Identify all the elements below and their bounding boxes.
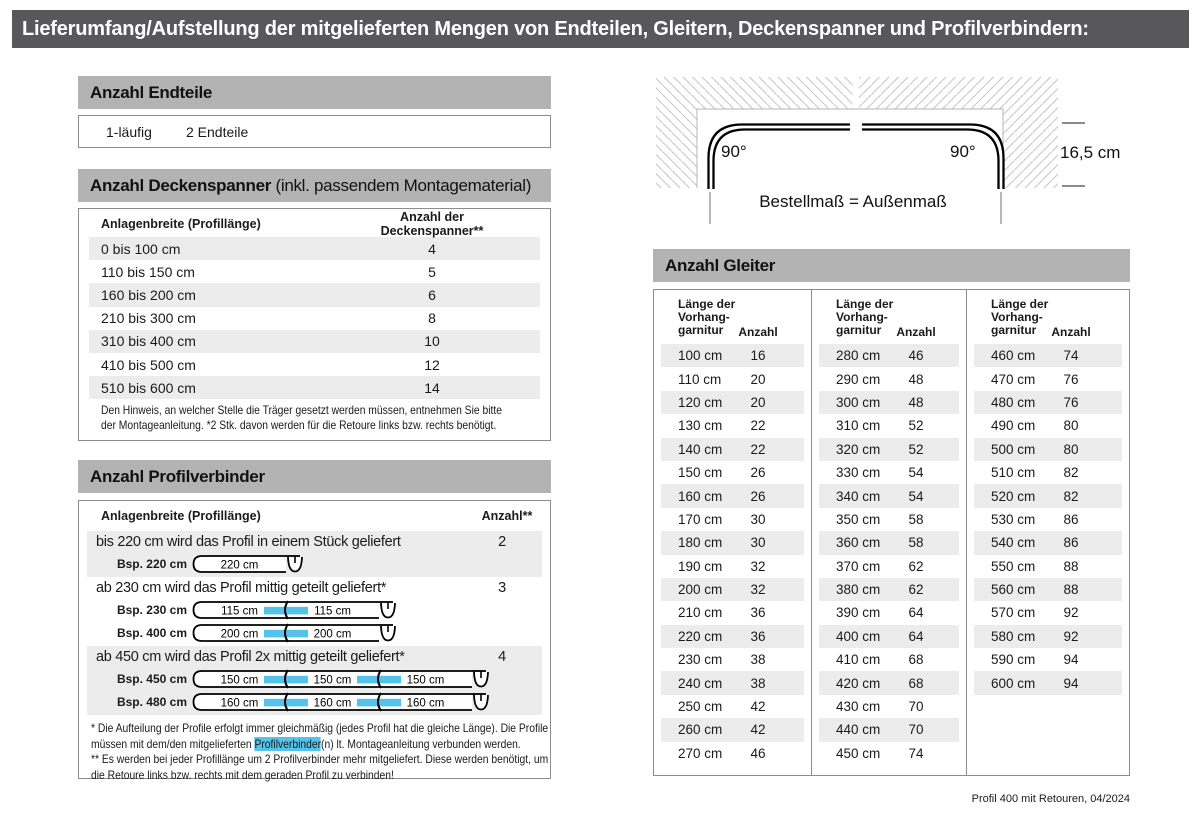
length-cell: 430 cm xyxy=(836,699,881,715)
gleiter-table xyxy=(653,289,1130,776)
count-cell: 42 xyxy=(750,722,766,738)
count-cell: 36 xyxy=(750,605,766,621)
length-cell: 300 cm xyxy=(836,394,881,410)
gleiter-column xyxy=(966,290,1129,775)
segment-length-label: 160 cm xyxy=(313,697,352,709)
gleiter-row xyxy=(974,367,1122,390)
gleiter-row xyxy=(661,578,804,601)
gleiter-row xyxy=(974,484,1122,507)
gleiter-row xyxy=(974,391,1122,414)
segment-length-label: 150 cm xyxy=(220,674,259,686)
profile-diagram xyxy=(191,600,399,621)
count-cell: 80 xyxy=(1063,441,1079,457)
note-line: der Montageanleitung. *2 Stk. davon werden für die Retoure links bzw. rechts benötigt. xyxy=(101,418,497,433)
count-cell: 62 xyxy=(908,558,924,574)
anzahl-header: Anzahl xyxy=(738,325,778,339)
length-cell: 590 cm xyxy=(991,652,1036,668)
gleiter-row xyxy=(819,391,959,414)
gleiter-row xyxy=(819,625,959,648)
profile-diagram xyxy=(191,669,492,690)
example-label: Bsp. 400 cm xyxy=(116,626,187,640)
length-cell: 470 cm xyxy=(991,371,1036,387)
gleiter-row xyxy=(661,344,804,367)
anzahl-header: Anzahl xyxy=(896,325,936,339)
length-cell: 360 cm xyxy=(836,535,881,551)
count-cell: 92 xyxy=(1063,628,1079,644)
length-cell: 540 cm xyxy=(991,535,1036,551)
count-cell: 82 xyxy=(1063,465,1079,481)
segment-length-label: 200 cm xyxy=(313,628,352,640)
range-cell: 210 bis 300 cm xyxy=(101,310,196,327)
length-cell: 320 cm xyxy=(836,441,881,457)
row-text-line xyxy=(87,648,542,666)
length-cell: 160 cm xyxy=(678,488,723,504)
length-header: Länge der Vorhang- garnitur xyxy=(678,297,736,337)
segment-length-label: 220 cm xyxy=(220,559,259,571)
section-header-rest: (inkl. passendem Montagematerial) xyxy=(271,176,532,195)
gleiter-row xyxy=(819,695,959,718)
length-cell: 200 cm xyxy=(678,582,723,598)
length-cell: 150 cm xyxy=(678,465,723,481)
length-cell: 190 cm xyxy=(678,558,723,574)
footnote-text: (n) lt. Montageanleitung verbunden werden. xyxy=(321,736,521,751)
length-cell: 100 cm xyxy=(678,348,723,364)
gleiter-row xyxy=(661,461,804,484)
length-cell: 530 cm xyxy=(991,511,1036,527)
count-cell: 36 xyxy=(750,628,766,644)
gleiter-columns xyxy=(654,290,1129,775)
length-cell: 500 cm xyxy=(991,441,1036,457)
profile-example xyxy=(87,623,542,643)
endteile-row-label: 1-läufig xyxy=(106,123,152,140)
profile-example xyxy=(87,554,542,574)
length-cell: 570 cm xyxy=(991,605,1036,621)
count-cell: 92 xyxy=(1063,605,1079,621)
gleiter-row xyxy=(661,438,804,461)
count-cell: 14 xyxy=(424,379,440,396)
count-cell: 6 xyxy=(428,286,436,303)
length-cell: 350 cm xyxy=(836,511,881,527)
count-cell: 22 xyxy=(750,441,766,457)
segment-length-label: 115 cm xyxy=(221,605,258,617)
length-cell: 510 cm xyxy=(991,465,1036,481)
range-cell: 160 bis 200 cm xyxy=(101,286,196,303)
length-cell: 120 cm xyxy=(678,394,723,410)
mounting-diagram xyxy=(653,66,1130,236)
gleiter-row xyxy=(974,625,1122,648)
document-footer: Profil 400 mit Retouren, 04/2024 xyxy=(971,793,1130,805)
count-cell: 62 xyxy=(908,582,924,598)
length-cell: 260 cm xyxy=(678,722,723,738)
profilverbinder-row xyxy=(87,646,542,715)
deckenspanner-row xyxy=(89,260,540,283)
length-cell: 420 cm xyxy=(836,675,881,691)
gleiter-column-header xyxy=(812,290,966,344)
gleiter-row xyxy=(819,414,959,437)
segment-length-label: 160 cm xyxy=(220,697,259,709)
length-cell: 390 cm xyxy=(836,605,881,621)
count-cell: 86 xyxy=(1063,535,1079,551)
order-measure-caption: Bestellmaß = Außenmaß xyxy=(759,192,947,211)
length-cell: 440 cm xyxy=(836,722,881,738)
length-cell: 410 cm xyxy=(836,652,881,668)
length-cell: 380 cm xyxy=(836,582,881,598)
range-cell: 510 bis 600 cm xyxy=(101,379,196,396)
gleiter-row xyxy=(661,484,804,507)
length-cell: 370 cm xyxy=(836,558,881,574)
count-cell: 54 xyxy=(908,488,924,504)
gleiter-row xyxy=(661,648,804,671)
count-cell: 64 xyxy=(908,605,924,621)
count-cell: 30 xyxy=(750,535,766,551)
count-cell: 38 xyxy=(750,652,766,668)
count-cell: 12 xyxy=(424,356,440,373)
footnote-line: * Die Aufteilung der Profile erfolgt immer gleichmäßig (jedes Profil hat die gleiche Länge). Die Profile xyxy=(91,721,549,735)
footnote-line xyxy=(91,737,521,753)
count-cell: 74 xyxy=(908,745,924,761)
gleiter-row xyxy=(974,648,1122,671)
count-cell: 70 xyxy=(908,722,924,738)
deckenspanner-row xyxy=(89,376,540,399)
length-cell: 560 cm xyxy=(991,582,1036,598)
column-header-breite: Anlagenbreite (Profillänge) xyxy=(101,509,261,523)
gleiter-row xyxy=(661,531,804,554)
gleiter-row xyxy=(661,391,804,414)
rule-text: ab 230 cm wird das Profil mittig geteilt geliefert* xyxy=(96,580,387,596)
gleiter-row xyxy=(819,531,959,554)
profile-diagram xyxy=(191,623,399,644)
length-header: Länge der Vorhang- garnitur xyxy=(991,297,1049,337)
gleiter-row xyxy=(974,601,1122,624)
length-cell: 110 cm xyxy=(678,371,722,387)
wall-hatch-right xyxy=(1003,109,1058,188)
example-label: Bsp. 480 cm xyxy=(116,695,187,709)
gleiter-row xyxy=(661,718,804,741)
wall-hatch-top-right xyxy=(859,77,1058,109)
profilverbinder-row xyxy=(87,531,542,577)
count-cell: 58 xyxy=(908,535,924,551)
row-text-line xyxy=(87,533,542,551)
profile-diagram xyxy=(191,692,492,713)
example-label: Bsp. 230 cm xyxy=(116,603,187,617)
section-header-bold: Anzahl Deckenspanner xyxy=(90,176,272,195)
gleiter-row xyxy=(661,601,804,624)
page-title: Lieferumfang/Aufstellung der mitgelieferten Mengen von Endteilen, Gleitern, Deckenspanner und Profilverbindern: xyxy=(12,10,1189,48)
count-cell: 16 xyxy=(750,348,766,364)
gleiter-row xyxy=(661,625,804,648)
section-header-profilverbinder: Anzahl Profilverbinder xyxy=(78,460,551,493)
example-label: Bsp. 450 cm xyxy=(116,672,187,686)
profilverbinder-table xyxy=(78,500,551,782)
count-cell: 20 xyxy=(750,394,766,410)
count-cell: 32 xyxy=(750,582,766,598)
length-cell: 130 cm xyxy=(678,418,723,434)
length-cell: 310 cm xyxy=(836,418,881,434)
gleiter-row xyxy=(819,461,959,484)
count-cell: 70 xyxy=(908,699,924,715)
length-cell: 340 cm xyxy=(836,488,881,504)
length-cell: 480 cm xyxy=(991,394,1036,410)
length-cell: 230 cm xyxy=(678,652,723,668)
gleiter-row xyxy=(819,671,959,694)
count-cell: 52 xyxy=(908,441,924,457)
note-line: Den Hinweis, an welcher Stelle die Träger gesetzt werden müssen, entnehmen Sie bitte xyxy=(101,403,502,418)
count-cell: 38 xyxy=(750,675,766,691)
column-header-anzahl: Anzahl** xyxy=(481,509,533,523)
range-cell: 110 bis 150 cm xyxy=(101,263,195,280)
profilverbinder-footnote xyxy=(91,721,550,783)
length-cell: 520 cm xyxy=(991,488,1036,504)
length-cell: 170 cm xyxy=(678,511,723,527)
count-cell: 68 xyxy=(908,675,924,691)
deckenspanner-row xyxy=(89,283,540,306)
gleiter-column xyxy=(654,290,811,775)
count-cell: 86 xyxy=(1063,511,1079,527)
segment-length-label: 160 cm xyxy=(406,697,445,709)
length-cell: 210 cm xyxy=(678,605,723,621)
profile-example xyxy=(87,692,542,712)
count-cell: 88 xyxy=(1063,582,1079,598)
count-cell: 20 xyxy=(750,371,766,387)
gleiter-row xyxy=(661,671,804,694)
gleiter-row xyxy=(974,414,1122,437)
profilverbinder-row xyxy=(87,577,542,646)
footnote-line: die Retoure links bzw. rechts mit dem geraden Profil zu verbinden! xyxy=(91,767,394,782)
deckenspanner-table xyxy=(78,208,551,441)
length-cell: 600 cm xyxy=(991,675,1036,691)
gleiter-row xyxy=(974,671,1122,694)
profile-example xyxy=(87,669,542,689)
count-cell: 48 xyxy=(908,394,924,410)
count-cell: 88 xyxy=(1063,558,1079,574)
count-cell: 52 xyxy=(908,418,924,434)
gleiter-row xyxy=(661,508,804,531)
gleiter-column-header xyxy=(654,290,811,344)
example-label: Bsp. 220 cm xyxy=(116,557,187,571)
gleiter-row xyxy=(974,578,1122,601)
length-cell: 240 cm xyxy=(678,675,723,691)
gleiter-row xyxy=(819,508,959,531)
length-cell: 490 cm xyxy=(991,418,1036,434)
count-cell: 42 xyxy=(750,699,766,715)
count-cell: 54 xyxy=(908,465,924,481)
count-cell: 76 xyxy=(1063,394,1079,410)
length-cell: 290 cm xyxy=(836,371,881,387)
count-cell: 22 xyxy=(750,418,766,434)
count-cell: 68 xyxy=(908,652,924,668)
section-header-deckenspanner xyxy=(78,169,551,202)
dimension-label: 16,5 cm xyxy=(1060,143,1121,162)
range-cell: 410 bis 500 cm xyxy=(101,356,196,373)
count-cell: 48 xyxy=(908,371,924,387)
deckenspanner-note xyxy=(101,403,550,433)
deckenspanner-row xyxy=(89,353,540,376)
count-cell: 94 xyxy=(1063,652,1079,668)
profilverbinder-table-header xyxy=(79,501,550,531)
count-cell: 76 xyxy=(1063,371,1079,387)
count-cell: 82 xyxy=(1063,488,1079,504)
rule-text: ab 450 cm wird das Profil 2x mittig geteilt geliefert* xyxy=(96,649,405,665)
deckenspanner-row xyxy=(89,330,540,353)
length-cell: 400 cm xyxy=(836,628,881,644)
profile-example xyxy=(87,600,542,620)
count-cell: 80 xyxy=(1063,418,1079,434)
length-cell: 580 cm xyxy=(991,628,1036,644)
gleiter-row xyxy=(819,718,959,741)
deckenspanner-row xyxy=(89,237,540,260)
count-cell: 3 xyxy=(498,580,506,596)
gleiter-row xyxy=(819,555,959,578)
length-cell: 450 cm xyxy=(836,745,881,761)
gleiter-row xyxy=(974,344,1122,367)
gleiter-row xyxy=(974,438,1122,461)
deckenspanner-rows xyxy=(79,237,550,399)
count-cell: 32 xyxy=(750,558,766,574)
length-cell: 280 cm xyxy=(836,348,881,364)
length-cell: 140 cm xyxy=(678,441,723,457)
count-cell: 74 xyxy=(1063,348,1079,364)
gleiter-row xyxy=(819,367,959,390)
range-cell: 310 bis 400 cm xyxy=(101,333,196,350)
gleiter-row xyxy=(819,484,959,507)
gleiter-column xyxy=(811,290,966,775)
wall-hatch-left xyxy=(656,109,697,188)
count-cell: 26 xyxy=(750,488,766,504)
count-cell: 94 xyxy=(1063,675,1079,691)
count-cell: 64 xyxy=(908,628,924,644)
count-cell: 26 xyxy=(750,465,766,481)
profile-diagram xyxy=(191,554,306,575)
gleiter-row xyxy=(819,601,959,624)
count-cell: 5 xyxy=(428,263,436,280)
gleiter-row xyxy=(819,578,959,601)
angle-label-left: 90° xyxy=(721,142,747,161)
column-header-breite: Anlagenbreite (Profillänge) xyxy=(101,217,261,231)
length-cell: 250 cm xyxy=(678,699,723,715)
count-cell: 2 xyxy=(498,534,506,550)
highlighted-term: Profilverbinder xyxy=(254,736,322,751)
gleiter-row xyxy=(974,555,1122,578)
range-cell: 0 bis 100 cm xyxy=(101,240,181,257)
length-cell: 220 cm xyxy=(678,628,723,644)
footnote-line: ** Es werden bei jeder Profillänge um 2 Profilverbinder mehr mitgeliefert. Diese werden benötigt, um xyxy=(91,752,549,766)
gleiter-column-header xyxy=(967,290,1129,344)
count-cell: 46 xyxy=(908,348,924,364)
rule-text: bis 220 cm wird das Profil in einem Stück geliefert xyxy=(96,534,401,550)
endteile-table xyxy=(78,115,551,148)
wall-hatch-top-left xyxy=(656,77,853,109)
gleiter-row xyxy=(974,461,1122,484)
gleiter-row xyxy=(974,531,1122,554)
deckenspanner-row xyxy=(89,307,540,330)
gleiter-row xyxy=(819,742,959,765)
length-cell: 270 cm xyxy=(678,745,723,761)
angle-label-right: 90° xyxy=(950,142,976,161)
gleiter-row xyxy=(661,695,804,718)
gleiter-row xyxy=(819,648,959,671)
deckenspanner-table-header xyxy=(79,211,550,237)
count-cell: 10 xyxy=(424,333,440,350)
segment-length-label: 200 cm xyxy=(220,628,259,640)
section-header-gleiter: Anzahl Gleiter xyxy=(653,249,1130,282)
length-cell: 460 cm xyxy=(991,348,1036,364)
length-cell: 180 cm xyxy=(678,535,723,551)
column-header-anzahl: Anzahl der Deckenspanner** xyxy=(380,210,484,238)
count-cell: 30 xyxy=(750,511,766,527)
segment-length-label: 150 cm xyxy=(406,674,445,686)
count-cell: 8 xyxy=(428,310,436,327)
count-cell: 4 xyxy=(498,649,506,665)
anzahl-header: Anzahl xyxy=(1051,325,1091,339)
footnote-text: müssen mit dem/den mitgelieferten xyxy=(91,736,255,751)
row-text-line xyxy=(87,579,542,597)
length-cell: 330 cm xyxy=(836,465,881,481)
segment-length-label: 115 cm xyxy=(314,605,351,617)
gleiter-row xyxy=(819,438,959,461)
section-header-endteile: Anzahl Endteile xyxy=(78,76,551,109)
gleiter-row xyxy=(661,367,804,390)
endteile-row-value: 2 Endteile xyxy=(186,123,249,140)
count-cell: 46 xyxy=(750,745,766,761)
gleiter-row xyxy=(661,742,804,765)
count-cell: 58 xyxy=(908,511,924,527)
length-cell: 550 cm xyxy=(991,558,1036,574)
gleiter-row xyxy=(819,344,959,367)
gleiter-row xyxy=(974,508,1122,531)
length-header: Länge der Vorhang- garnitur xyxy=(836,297,894,337)
gleiter-row xyxy=(661,555,804,578)
segment-length-label: 150 cm xyxy=(313,674,352,686)
count-cell: 4 xyxy=(428,240,436,257)
gleiter-row xyxy=(661,414,804,437)
